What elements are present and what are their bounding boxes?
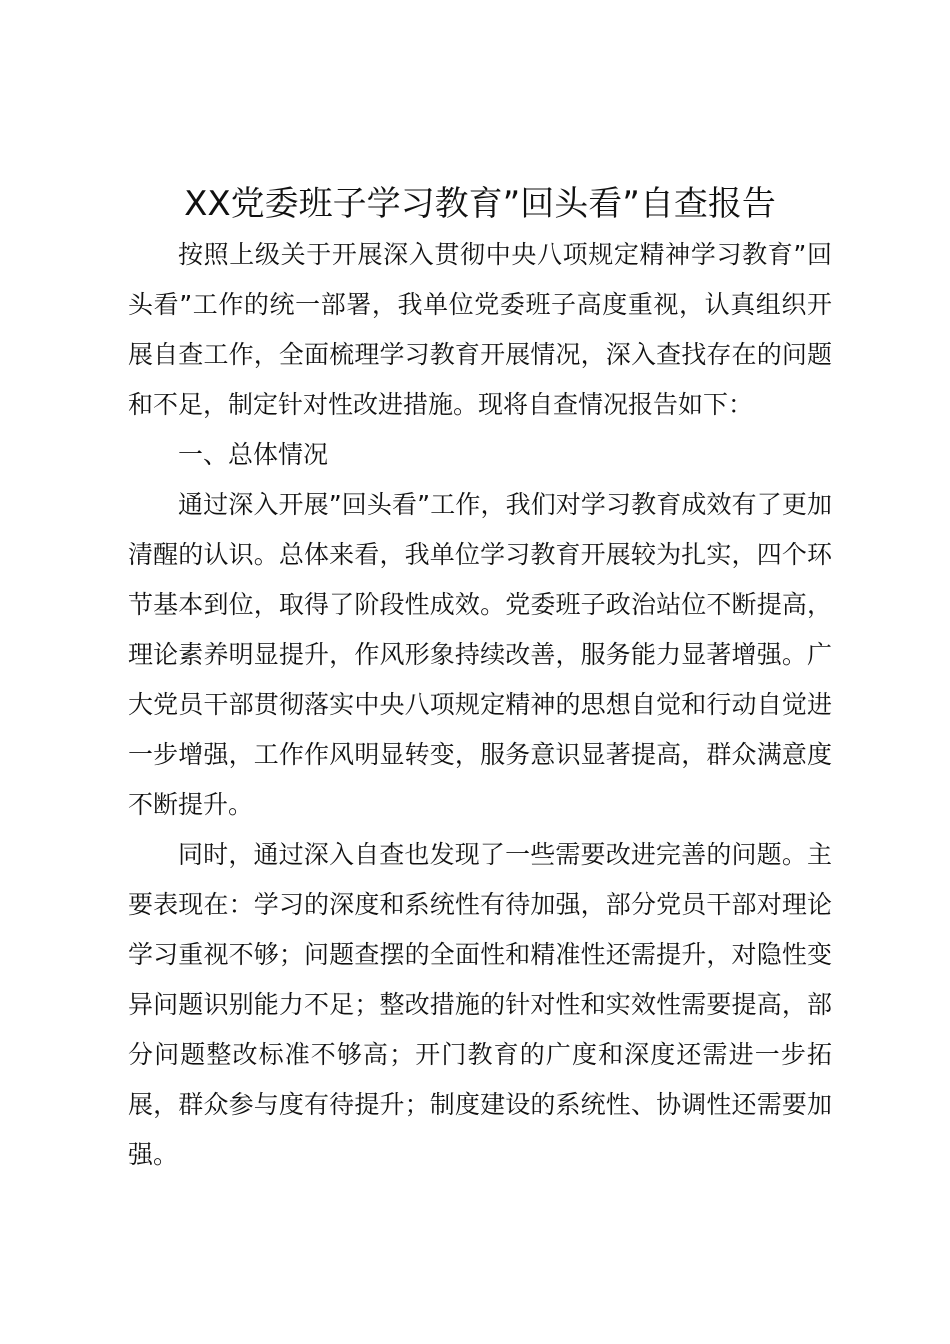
document-title: XX党委班子学习教育”回头看”自查报告	[184, 184, 776, 224]
intro-paragraph: 按照上级关于开展深入贯彻中央八项规定精神学习教育”回头看”工作的统一部署，我单位党委班子高度重视，认真组织开展自查工作，全面梳理学习教育开展情况，深入查找存在的问题和不足，制定针对性改进措施。现将自查情况报告如下：	[128, 240, 832, 419]
section-heading-overall: 一、总体情况	[178, 440, 329, 469]
document-body	[128, 230, 832, 1180]
overall-paragraph: 通过深入开展”回头看”工作，我们对学习教育成效有了更加清醒的认识。总体来看，我单位学习教育开展较为扎实，四个环节基本到位，取得了阶段性成效。党委班子政治站位不断提高，理论素养明显提升，作风形象持续改善，服务能力显著增强。广大党员干部贯彻落实中央八项规定精神的思想自觉和行动自觉进一步增强，工作作风明显转变，服务意识显著提高，群众满意度不断提升。	[128, 490, 832, 819]
problems-paragraph: 同时，通过深入自查也发现了一些需要改进完善的问题。主要表现在：学习的深度和系统性有待加强，部分党员干部对理论学习重视不够；问题查摆的全面性和精准性还需提升，对隐性变异问题识别能力不足；整改措施的针对性和实效性需要提高，部分问题整改标准不够高；开门教育的广度和深度还需进一步拓展，群众参与度有待提升；制度建设的系统性、协调性还需要加强。	[128, 840, 832, 1169]
